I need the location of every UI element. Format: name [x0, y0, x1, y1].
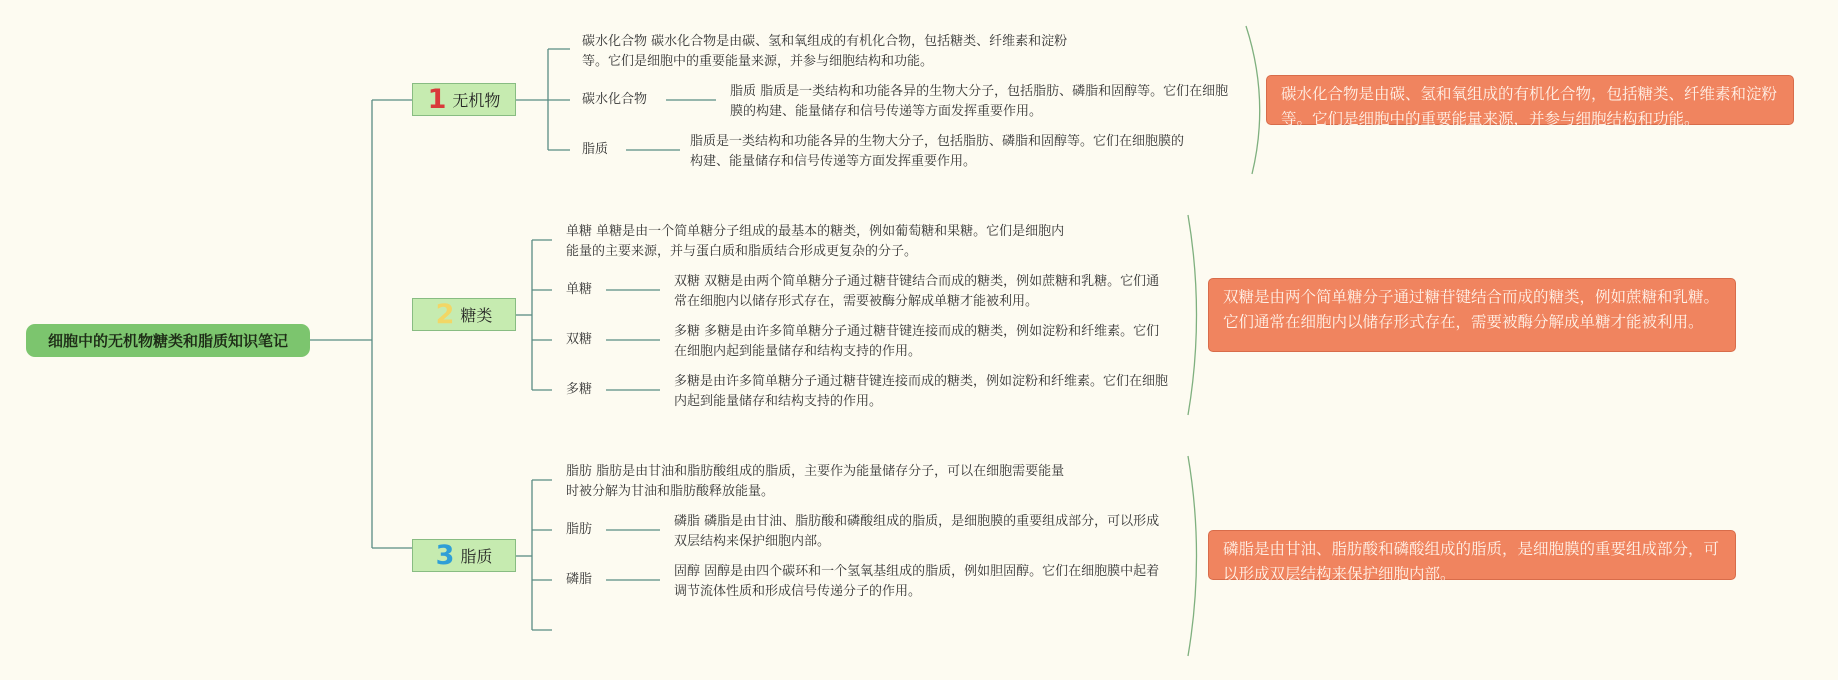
number-1-icon: 1: [427, 84, 447, 115]
leaf-description: 脂质是一类结构和功能各异的生物大分子，包括脂肪、磷脂和固醇等。它们在细胞膜的构建、能量储存和信号传递等方面发挥重要作用。: [690, 134, 1185, 169]
leaf-polysaccharide[interactable]: 多糖: [566, 382, 593, 397]
branch-intro-text: 碳水化合物 碳水化合物是由碳、氢和氧组成的有机化合物，包括糖类、纤维素和淀粉等。它们是细胞中的重要能量来源，并参与细胞结构和功能。: [582, 34, 1068, 69]
root-topic[interactable]: 细胞中的无机物糖类和脂质知识笔记: [26, 324, 310, 357]
branch-label: 无机物: [452, 91, 501, 110]
number-2-icon: 2: [435, 299, 455, 330]
branch-label: 脂质: [460, 547, 493, 566]
leaf-description: 磷脂 磷脂是由甘油、脂肪酸和磷酸组成的脂质，是细胞膜的重要组成部分，可以形成双层结构来保护细胞内部。: [674, 514, 1160, 549]
leaf-description: 双糖 双糖是由两个简单糖分子通过糖苷键结合而成的糖类，例如蔗糖和乳糖。它们通常在细胞内以储存形式存在，需要被酶分解成单糖才能被利用。: [674, 274, 1160, 309]
leaf-description: 固醇 固醇是由四个碳环和一个氢氧基组成的脂质，例如胆固醇。它们在细胞膜中起着调节流体性质和形成信号传递分子的作用。: [674, 564, 1160, 599]
summary-note[interactable]: 磷脂是由甘油、脂肪酸和磷酸组成的脂质，是细胞膜的重要组成部分，可以形成双层结构来保护细胞内部。: [1208, 530, 1736, 580]
summary-note[interactable]: 碳水化合物是由碳、氢和氧组成的有机化合物，包括糖类、纤维素和淀粉等。它们是细胞中的重要能量来源，并参与细胞结构和功能。: [1266, 75, 1794, 125]
branch-intro-text: 脂肪 脂肪是由甘油和脂肪酸组成的脂质，主要作为能量储存分子，可以在细胞需要能量时被分解为甘油和脂肪酸释放能量。: [566, 464, 1065, 499]
leaf-carbohydrate[interactable]: 碳水化合物: [582, 92, 648, 107]
leaf-disaccharide[interactable]: 双糖: [566, 332, 593, 347]
leaf-description: 脂质 脂质是一类结构和功能各异的生物大分子，包括脂肪、磷脂和固醇等。它们在细胞膜的构建、能量储存和信号传递等方面发挥重要作用。: [730, 84, 1229, 119]
branch-sugars[interactable]: [412, 298, 516, 331]
number-3-icon: 3: [435, 540, 455, 571]
leaf-monosaccharide[interactable]: 单糖: [566, 282, 593, 297]
branch-label: 糖类: [460, 306, 493, 325]
leaf-description: 多糖是由许多简单糖分子通过糖苷键连接而成的糖类，例如淀粉和纤维素。它们在细胞内起到能量储存和结构支持的作用。: [674, 374, 1169, 409]
leaf-description: 多糖 多糖是由许多简单糖分子通过糖苷键连接而成的糖类，例如淀粉和纤维素。它们在细胞内起到能量储存和结构支持的作用。: [674, 324, 1160, 359]
branch-lipids[interactable]: [412, 539, 516, 572]
leaf-phospholipid[interactable]: 磷脂: [566, 572, 593, 587]
branch-intro-text: 单糖 单糖是由一个简单糖分子组成的最基本的糖类，例如葡萄糖和果糖。它们是细胞内能量的主要来源，并与蛋白质和脂质结合形成更复杂的分子。: [566, 224, 1065, 259]
branch-inorganic[interactable]: [412, 83, 516, 116]
summary-note[interactable]: 双糖是由两个简单糖分子通过糖苷键结合而成的糖类，例如蔗糖和乳糖。它们通常在细胞内以储存形式存在，需要被酶分解成单糖才能被利用。: [1208, 278, 1736, 352]
leaf-fat[interactable]: 脂肪: [566, 522, 593, 537]
leaf-lipid[interactable]: 脂质: [582, 142, 609, 157]
